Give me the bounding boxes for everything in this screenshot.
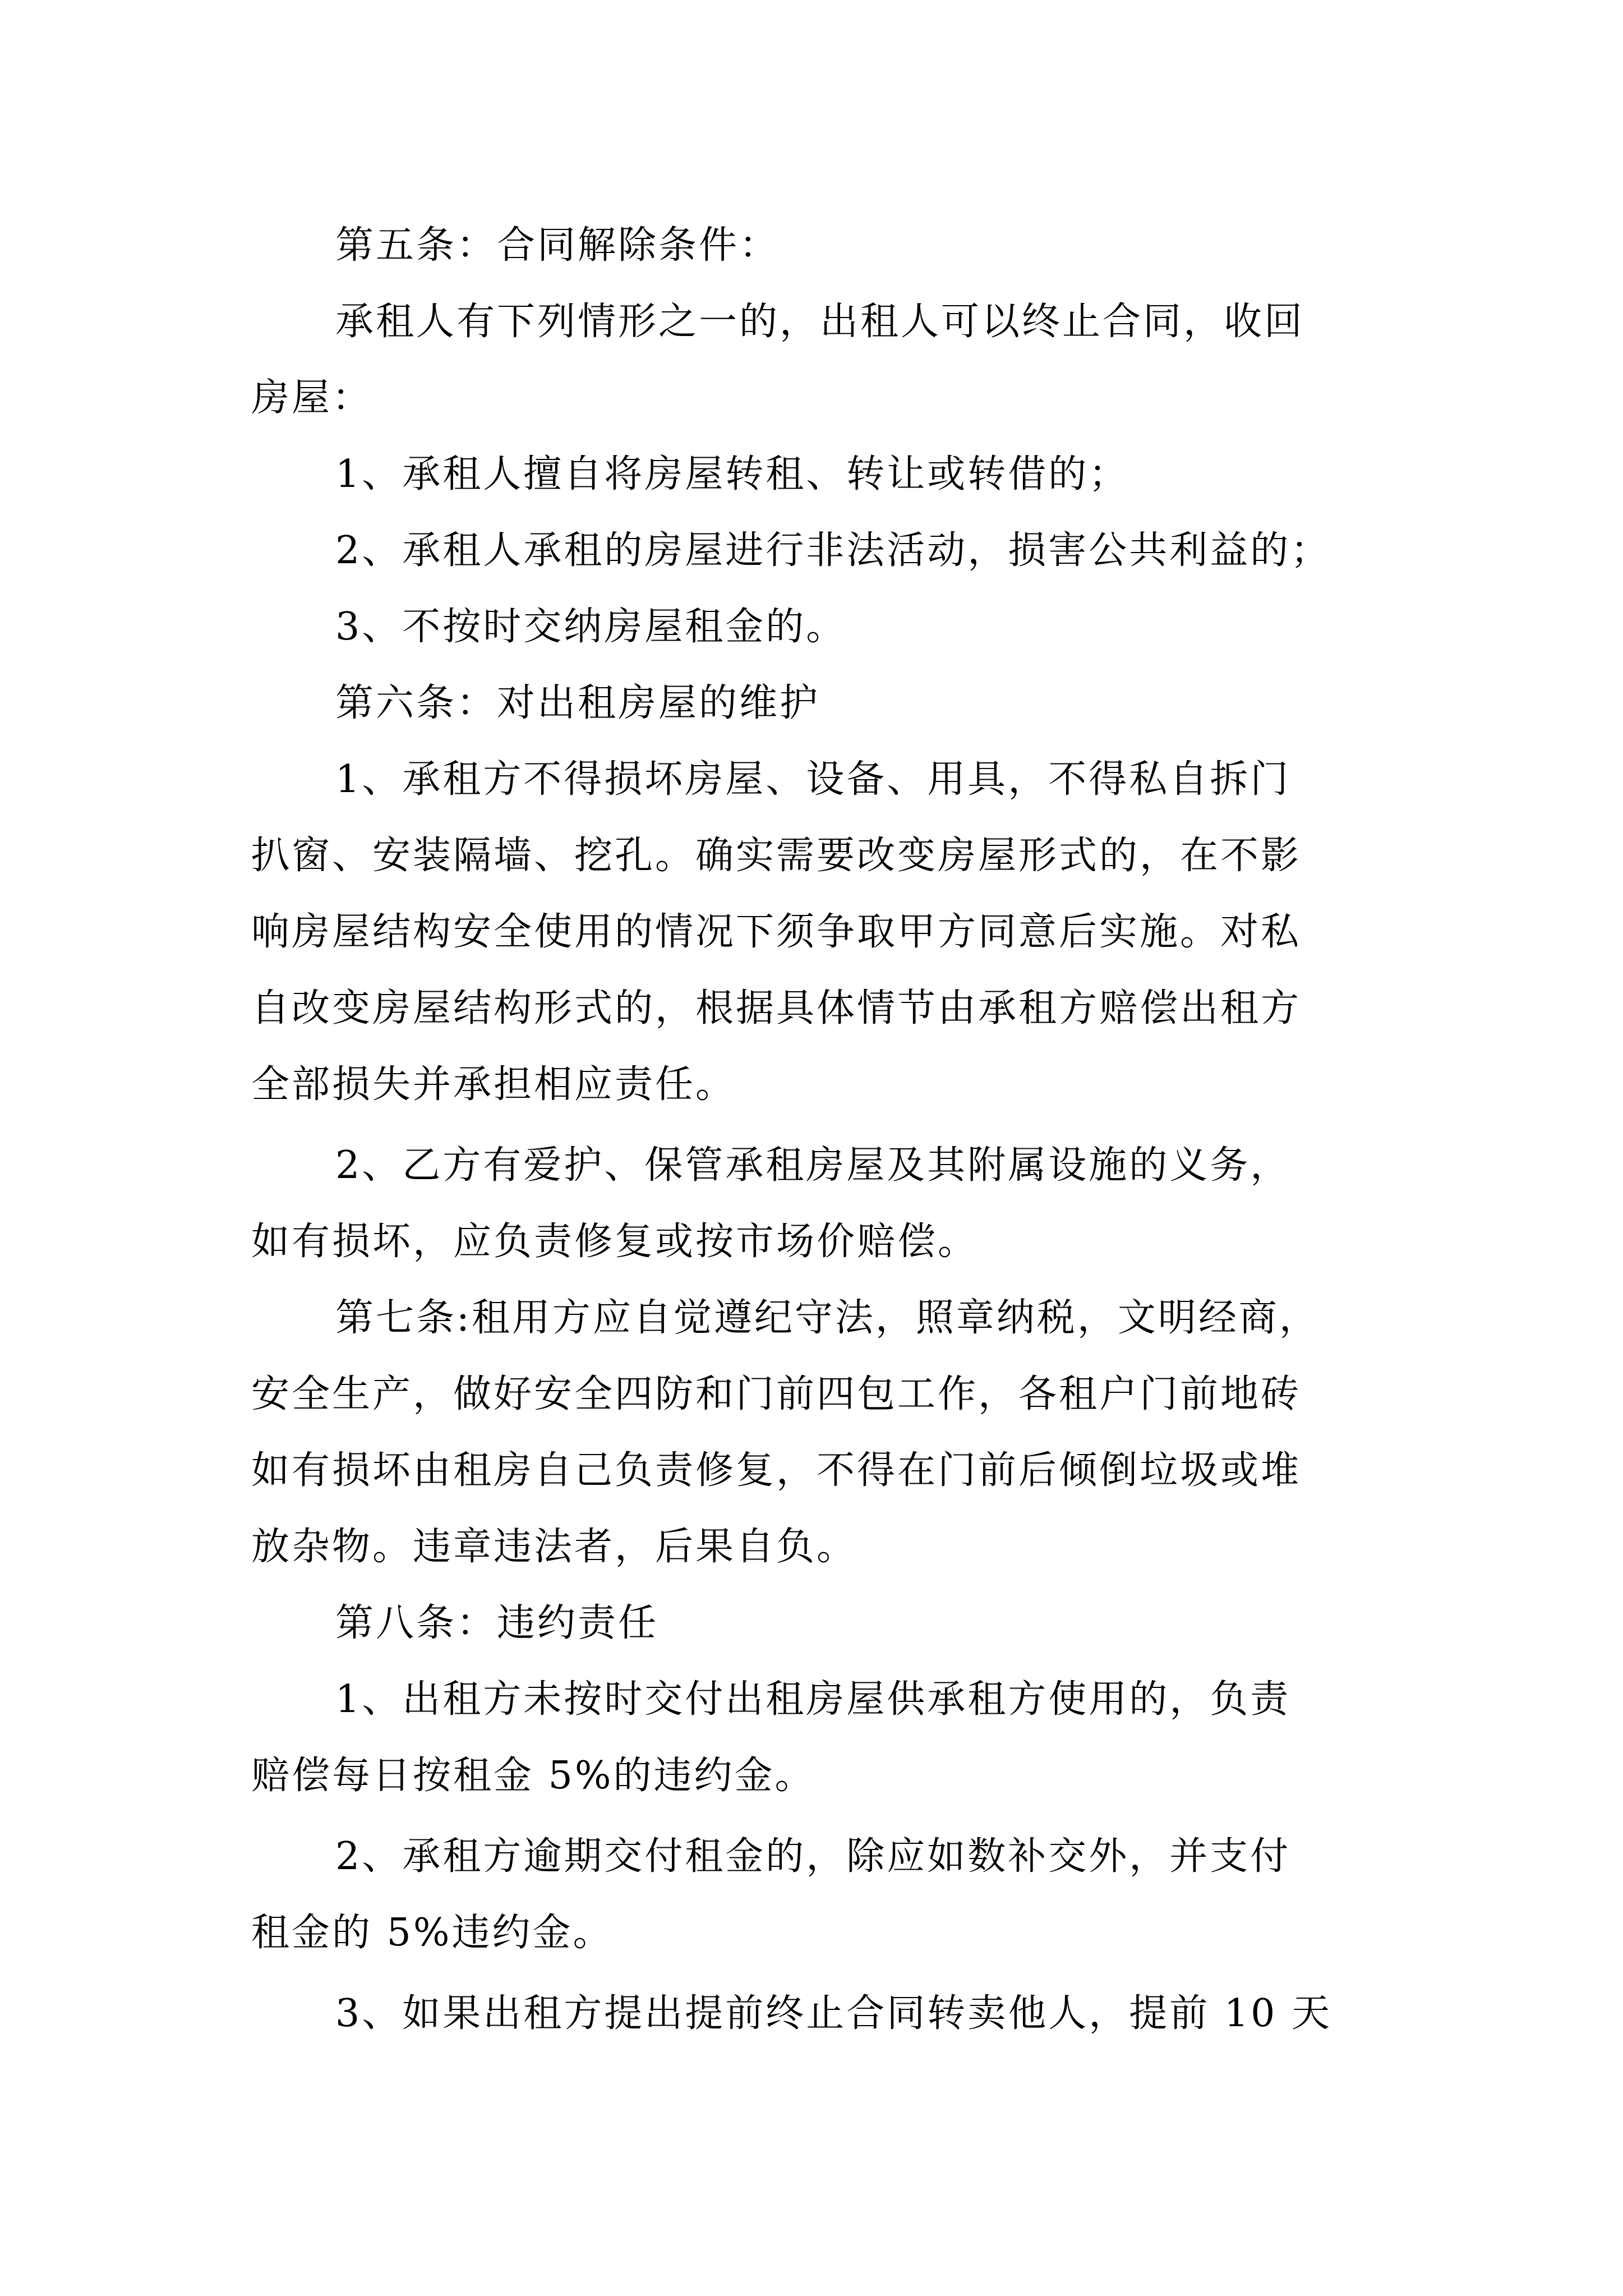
article-5-heading: 第五条：合同解除条件：	[335, 223, 780, 268]
paragraph-line: 放杂物。违章违法者，后果自负。	[251, 1525, 857, 1569]
article-8-heading: 第八条：违约责任	[335, 1601, 659, 1645]
paragraph-line: 如有损坏由租房自己负责修复，不得在门前后倾倒垃圾或堆	[251, 1448, 1302, 1493]
paragraph-line: 响房屋结构安全使用的情况下须争取甲方同意后实施。对私	[251, 910, 1302, 954]
document-body	[251, 208, 1384, 2052]
paragraph-line: 全部损失并承担相应责任。	[251, 1062, 736, 1107]
paragraph-line: 扒窗、安装隔墙、挖孔。确实需要改变房屋形式的，在不影	[251, 834, 1302, 878]
paragraph-line: 承租人有下列情形之一的，出租人可以终止合同，收回	[335, 300, 1305, 344]
list-item: 1、承租人擅自将房屋转租、转让或转借的；	[335, 452, 1129, 496]
paragraph-line: 租金的 5%违约金。	[251, 1911, 614, 1955]
list-item: 2、承租方逾期交付租金的，除应如数补交外，并支付	[335, 1834, 1291, 1879]
list-item: 1、承租方不得损坏房屋、设备、用具，不得私自拆门	[335, 757, 1291, 802]
paragraph-line: 自改变房屋结构形式的，根据具体情节由承租方赔偿出租方	[251, 986, 1302, 1030]
paragraph-line: 如有损坏，应负责修复或按市场价赔偿。	[251, 1220, 979, 1264]
paragraph-line: 赔偿每日按租金 5%的违约金。	[251, 1754, 815, 1798]
paragraph-line: 安全生产，做好安全四防和门前四包工作，各租户门前地砖	[251, 1372, 1302, 1416]
paragraph-line: 房屋：	[251, 376, 373, 420]
article-6-heading: 第六条：对出租房屋的维护	[335, 681, 820, 725]
list-item: 2、承租人承租的房屋进行非法活动，损害公共利益的；	[335, 528, 1331, 573]
list-item: 3、不按时交纳房屋租金的。	[335, 605, 847, 649]
list-item: 1、出租方未按时交付出租房屋供承租方使用的，负责	[335, 1677, 1291, 1722]
list-item: 2、乙方有爱护、保管承租房屋及其附属设施的义务，	[335, 1143, 1291, 1188]
list-item: 3、如果出租方提出提前终止合同转卖他人，提前 10 天	[335, 1991, 1332, 2036]
article-7-line: 第七条:租用方应自觉遵纪守法，照章纳税，文明经商，	[335, 1296, 1320, 1340]
